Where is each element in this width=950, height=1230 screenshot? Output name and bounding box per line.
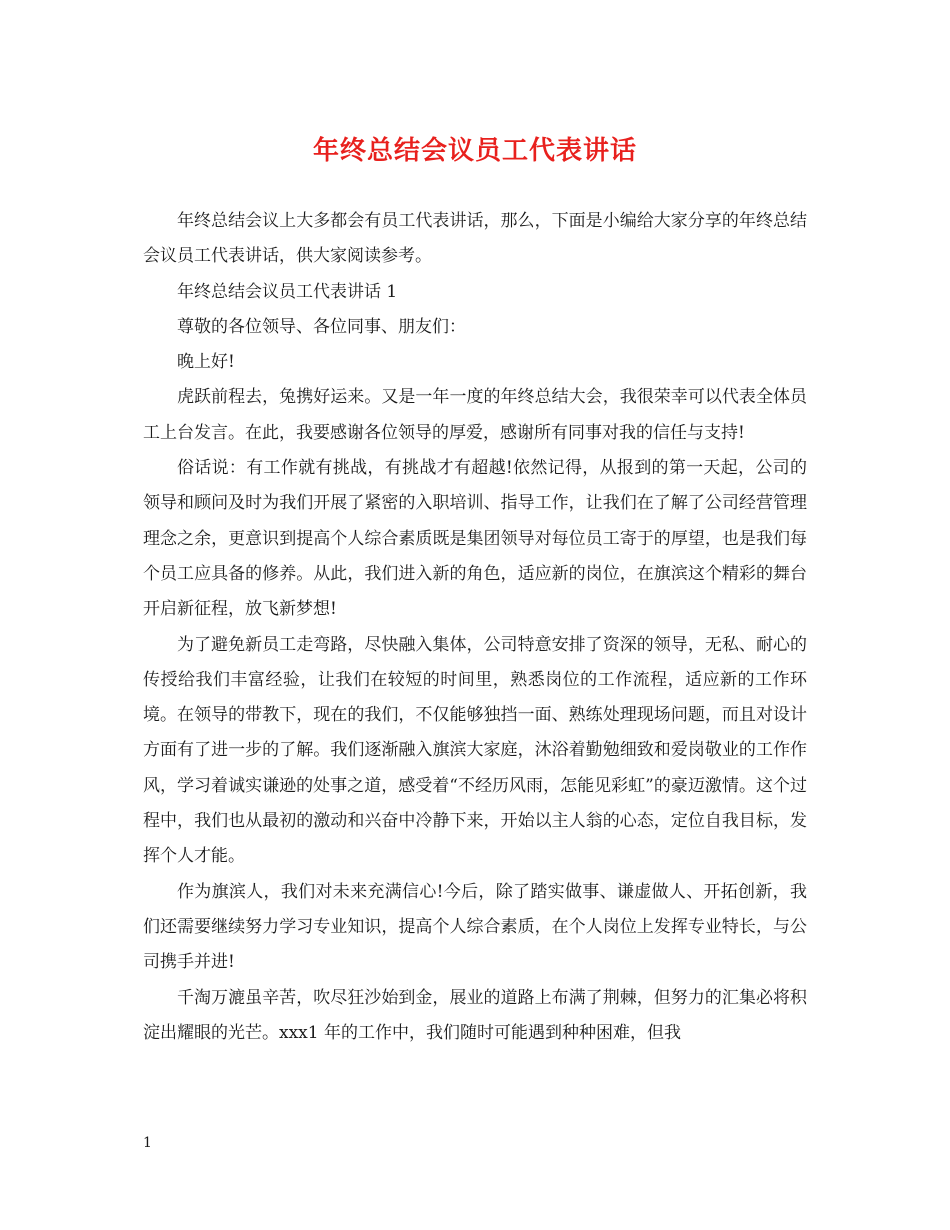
- document-body: [143, 204, 807, 1051]
- page-number: 1: [143, 1135, 152, 1151]
- paragraph-mentoring: 为了避免新员工走弯路，尽快融入集体，公司特意安排了资深的领导，无私、耐心的传授给我们丰富经验，让我们在较短的时间里，熟悉岗位的工作流程，适应新的工作环境。在领导的带教下，现在的我们，不仅能够独挡一面、熟练处理现场问题，而且对设计方面有了进一步的了解。我们逐渐融入旗滨大家庭，沐浴着勤勉细致和爱岗敬业的工作作风，学习着诚实谦逊的处事之道，感受着“不经历风雨，怎能见彩虹”的豪迈激情。这个过程中，我们也从最初的激动和兴奋中冷静下来，开始以主人翁的心态，定位自我目标，发挥个人才能。: [143, 634, 807, 867]
- paragraph-closing: 千淘万漉虽辛苦，吹尽狂沙始到金，展业的道路上布满了荆棘，但努力的汇集必将积淀出耀眼的光芒。xxx1 年的工作中，我们随时可能遇到种种困难，但我: [143, 987, 807, 1043]
- paragraph-opening: 虎跃前程去，兔携好运来。又是一年一度的年终总结大会，我很荣幸可以代表全体员工上台发言。在此，我要感谢各位领导的厚爱，感谢所有同事对我的信任与支持!: [143, 387, 807, 443]
- document-title: 年终总结会议员工代表讲话: [312, 136, 637, 166]
- paragraph-intro: 年终总结会议上大多都会有员工代表讲话，那么，下面是小编给大家分享的年终总结会议员工代表讲话，供大家阅读参考。: [143, 211, 807, 267]
- paragraph-subtitle: 年终总结会议员工代表讲话 1: [177, 281, 398, 302]
- paragraph-future: 作为旗滨人，我们对未来充满信心!今后，除了踏实做事、谦虚做人、开拓创新，我们还需要继续努力学习专业知识，提高个人综合素质，在个人岗位上发挥专业特长，与公司携手并进!: [143, 881, 807, 973]
- paragraph-training: 俗话说：有工作就有挑战，有挑战才有超越!依然记得，从报到的第一天起，公司的领导和顾问及时为我们开展了紧密的入职培训、指导工作，让我们在了解了公司经营管理理念之余，更意识到提高个人综合素质既是集团领导对每位员工寄于的厚望，也是我们每个员工应具备的修养。从此，我们进入新的角色，适应新的岗位，在旗滨这个精彩的舞台开启新征程，放飞新梦想!: [143, 458, 807, 620]
- paragraph-salutation: 尊敬的各位领导、各位同事、朋友们：: [177, 316, 466, 337]
- paragraph-greeting: 晚上好!: [177, 352, 235, 373]
